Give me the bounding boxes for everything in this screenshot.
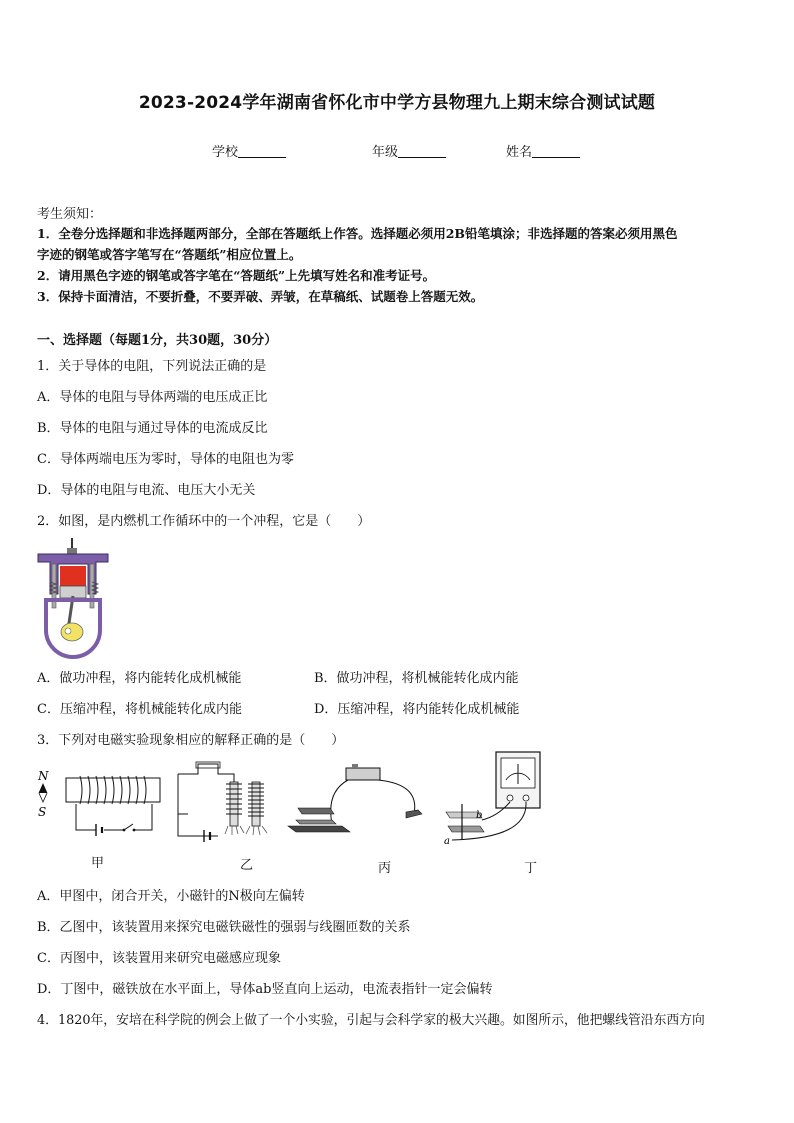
- school-field[interactable]: [212, 141, 286, 160]
- q1-option-d[interactable]: D．导体的电阻与电流、电压大小无关: [37, 483, 256, 498]
- q1-option-a[interactable]: A．导体的电阻与导体两端的电压成正比: [37, 390, 268, 405]
- engine-figure: [36, 538, 116, 658]
- switch-icon: [124, 824, 133, 830]
- notice-header: 考生须知：: [37, 207, 103, 222]
- grade-field[interactable]: [372, 141, 446, 160]
- electromagnet-left-coil: [226, 784, 242, 814]
- crank-pin: [65, 628, 71, 634]
- device-box: [346, 768, 380, 780]
- q2-option-a[interactable]: A．做功冲程，将内能转化成机械能: [37, 671, 242, 686]
- name-field[interactable]: [506, 141, 580, 160]
- q3-option-d[interactable]: D．丁图中，磁铁放在水平面上，导体ab竖直向上运动，电流表指针一定会偏转: [37, 982, 493, 997]
- school-label: 学校: [212, 145, 239, 160]
- figure-label-jia: 甲: [91, 856, 105, 871]
- name-blank[interactable]: [532, 145, 580, 158]
- label-a: a: [444, 836, 450, 847]
- q2-option-c[interactable]: C．压缩冲程，将机械能转化成内能: [37, 702, 242, 717]
- compass-s-label: S: [38, 805, 47, 819]
- rheostat-icon: [196, 762, 220, 768]
- figure-label-ding: 丁: [524, 861, 538, 876]
- compass-n-label: N: [38, 769, 49, 783]
- notice-item: 1．全卷分选择题和非选择题两部分，全部在答题纸上作答。选择题必须用2B铅笔填涂；非选择题的答案必须用黑色: [37, 226, 678, 241]
- figure-yi: [174, 760, 274, 842]
- horseshoe-magnet-icon: [296, 820, 336, 824]
- figure-bing: [286, 762, 436, 844]
- q1-option-b[interactable]: B．导体的电阻与通过导体的电流成反比: [37, 421, 268, 436]
- q3-stem: 3．下列对电磁实验现象相应的解释正确的是（ ）: [37, 733, 345, 748]
- q2-stem: 2．如图，是内燃机工作循环中的一个冲程，它是（ ）: [37, 514, 371, 529]
- grade-label: 年级: [372, 145, 399, 160]
- school-blank[interactable]: [238, 145, 286, 158]
- q3-option-b[interactable]: B．乙图中，该装置用来探究电磁铁磁性的强弱与线圈匝数的关系: [37, 920, 411, 935]
- name-label: 姓名: [506, 145, 533, 160]
- notice-item: 字迹的钢笔或答字笔写在“答题纸”相应位置上。: [37, 247, 302, 262]
- notice-item: 2．请用黑色字迹的钢笔或答字笔在“答题纸”上先填写姓名和准考证号。: [37, 268, 436, 283]
- spark-plug-base: [67, 548, 77, 554]
- figure-ding: [438, 748, 548, 848]
- figure-label-yi: 乙: [240, 858, 254, 873]
- magnet-base-icon: [288, 826, 350, 832]
- q3-option-c[interactable]: C．丙图中，该装置用来研究电磁感应现象: [37, 951, 281, 966]
- combustion-chamber: [60, 566, 86, 586]
- iron-filings-right: [246, 826, 267, 835]
- q1-option-c[interactable]: C．导体两端电压为零时，导体的电阻也为零: [37, 452, 294, 467]
- notice-item: 3．保持卡面清洁，不要折叠，不要弄破、弄皱，在草稿纸、试题卷上答题无效。: [37, 289, 484, 304]
- q1-stem: 1．关于导体的电阻，下列说法正确的是: [37, 359, 267, 374]
- solenoid-coil: [80, 776, 146, 804]
- circuit-wire: [331, 780, 415, 824]
- page-title: 2023-2024学年湖南省怀化市中学方县物理九上期末综合测试试题: [138, 93, 656, 113]
- q4-stem: 4．1820年，安培在科学院的例会上做了一个小实验，引起与会科学家的极大兴趣。如图所示，他把螺线管沿东西方向: [37, 1013, 705, 1028]
- circuit-wire: [178, 764, 234, 836]
- iron-filings-left: [225, 826, 244, 835]
- crankshaft: [61, 623, 83, 641]
- grade-blank[interactable]: [398, 145, 446, 158]
- q2-option-d[interactable]: D．压缩冲程，将内能转化成机械能: [314, 702, 520, 717]
- q2-option-b[interactable]: B．做功冲程，将机械能转化成内能: [314, 671, 519, 686]
- switch-icon: [406, 810, 422, 818]
- figure-label-bing: 丙: [378, 861, 392, 876]
- q3-option-a[interactable]: A．甲图中，闭合开关，小磁针的N极向左偏转: [37, 889, 305, 904]
- section-heading: 一、选择题（每题1分，共30题，30分）: [37, 333, 278, 348]
- circuit-wire: [76, 804, 152, 830]
- figure-jia: [36, 766, 166, 838]
- label-b: b: [476, 810, 483, 821]
